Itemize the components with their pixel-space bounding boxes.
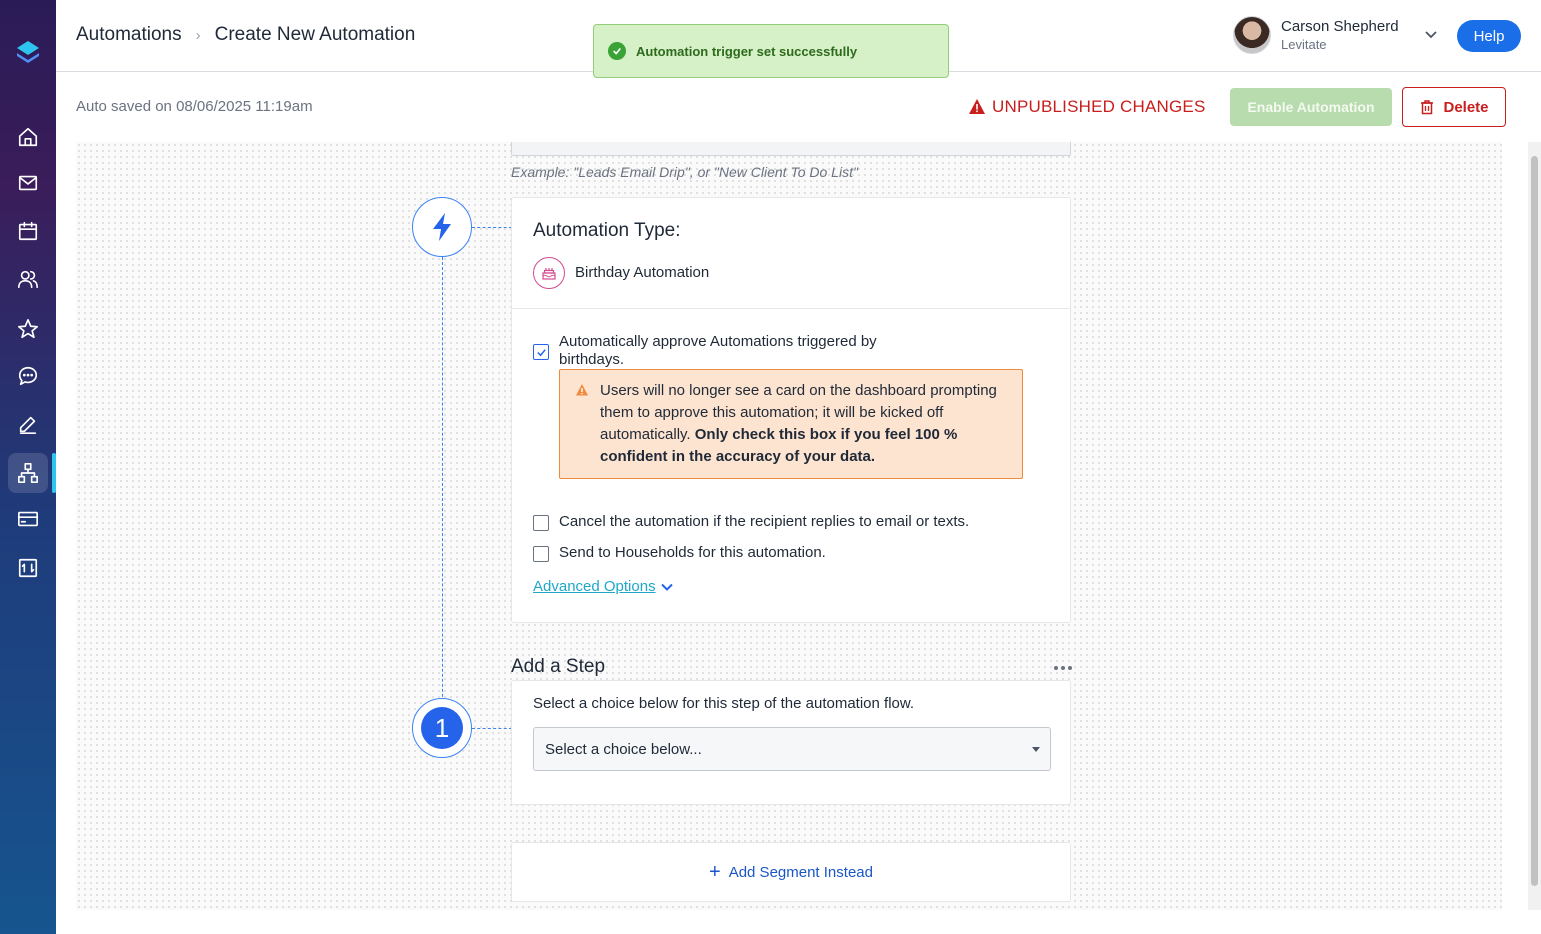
add-segment-label: Add Segment Instead	[728, 863, 873, 881]
sidebar	[0, 0, 56, 934]
sidebar-active-indicator	[52, 453, 56, 493]
app-logo-icon[interactable]	[14, 38, 42, 66]
flow-connector-line	[442, 257, 443, 727]
sidebar-item-automations[interactable]	[8, 453, 48, 493]
chat-icon	[17, 365, 39, 387]
sidebar-item-calendar[interactable]	[8, 211, 48, 251]
breadcrumb-parent-link[interactable]: Automations	[76, 24, 182, 45]
sidebar-item-billing[interactable]	[8, 499, 48, 539]
warning-icon	[968, 98, 986, 116]
sidebar-item-mail[interactable]	[8, 163, 48, 203]
contacts-icon	[17, 268, 39, 290]
calendar-icon	[17, 220, 39, 242]
advanced-options-link[interactable]	[533, 578, 674, 595]
add-step-card	[511, 680, 1071, 805]
breadcrumb-current: Create New Automation	[214, 24, 416, 45]
sidebar-item-content[interactable]	[8, 404, 48, 444]
cancel-on-reply-label: Cancel the automation if the recipient replies to email or texts.	[559, 513, 970, 530]
auto-approve-warning	[559, 369, 1023, 479]
sidebar-item-contacts[interactable]	[8, 259, 48, 299]
delete-button[interactable]	[1402, 87, 1506, 127]
success-toast	[593, 24, 949, 78]
households-label: Send to Households for this automation.	[559, 544, 826, 561]
households-checkbox[interactable]	[533, 546, 549, 562]
flow-connector-step	[472, 728, 512, 729]
avatar	[1233, 16, 1271, 54]
warning-triangle-icon	[575, 383, 589, 397]
toast-message: Automation trigger set successfully	[636, 43, 858, 59]
check-circle-icon	[608, 42, 626, 60]
step-number: 1	[421, 707, 463, 749]
add-segment-button[interactable]	[511, 842, 1071, 902]
auto-approve-checkbox[interactable]	[533, 344, 549, 360]
cancel-on-reply-checkbox[interactable]	[533, 515, 549, 531]
sidebar-item-home[interactable]	[8, 117, 48, 157]
step-node[interactable]	[412, 698, 472, 758]
automation-type-title: Automation Type:	[533, 220, 681, 241]
trash-icon	[1419, 99, 1435, 115]
plus-icon: +	[709, 861, 721, 883]
caret-down-icon	[1032, 747, 1040, 752]
name-example-hint: Example: "Leads Email Drip", or "New Client To Do List"	[511, 164, 858, 180]
auto-approve-label: Automatically approve Automations triggered by birthdays.	[559, 333, 877, 368]
autosave-status: Auto saved on 08/06/2025 11:19am	[76, 98, 313, 115]
warning-text: Users will no longer see a card on the dashboard prompting them to approve this automation; it will be kicked off automatically.	[600, 382, 997, 443]
sidebar-item-favorites[interactable]	[8, 309, 48, 349]
sidebar-item-messages[interactable]	[8, 356, 48, 396]
automation-canvas	[76, 142, 1502, 910]
card-icon	[17, 508, 39, 530]
card-divider	[512, 308, 1070, 309]
automation-type-name: Birthday Automation	[575, 264, 710, 281]
birthday-cake-icon	[533, 257, 565, 289]
add-step-heading: Add a Step	[511, 656, 606, 677]
step-description: Select a choice below for this step of the automation flow.	[533, 695, 915, 712]
automation-type-card	[511, 197, 1071, 623]
delete-label: Delete	[1443, 98, 1489, 116]
enable-automation-button[interactable]: Enable Automation	[1230, 88, 1392, 126]
trigger-node[interactable]	[412, 197, 472, 257]
chevron-down-icon[interactable]	[1423, 26, 1439, 42]
mail-icon	[17, 172, 39, 194]
help-button[interactable]: Help	[1457, 20, 1521, 52]
edit-icon	[17, 413, 39, 435]
home-icon	[17, 126, 39, 148]
chevron-right-icon: ›	[195, 26, 201, 44]
transfer-icon	[17, 557, 39, 579]
scrollbar-thumb[interactable]	[1531, 156, 1538, 886]
unpublished-label: UNPUBLISHED CHANGES	[992, 97, 1206, 116]
top-header	[56, 0, 1541, 72]
step-choice-value: Select a choice below...	[545, 740, 702, 758]
more-options-icon[interactable]	[1053, 664, 1073, 672]
warning-bold-text: Only check this box if you feel 100 % confident in the accuracy of your data.	[600, 426, 958, 465]
user-name: Carson Shepherd	[1281, 18, 1399, 35]
user-org: Levitate	[1281, 37, 1327, 52]
automation-name-input[interactable]	[511, 142, 1071, 156]
vertical-scrollbar[interactable]	[1528, 142, 1541, 910]
step-choice-select[interactable]	[533, 727, 1051, 771]
star-icon	[17, 318, 39, 340]
checkmark-icon	[536, 347, 547, 358]
unpublished-status	[968, 97, 1206, 117]
advanced-options-label: Advanced Options	[533, 578, 656, 595]
flow-connector-trigger	[472, 227, 512, 228]
user-menu[interactable]	[1233, 16, 1399, 54]
chevron-down-icon	[660, 580, 674, 594]
sidebar-item-integrations[interactable]	[8, 548, 48, 588]
breadcrumb	[76, 24, 415, 46]
automations-icon	[17, 462, 39, 484]
lightning-icon	[429, 212, 455, 242]
